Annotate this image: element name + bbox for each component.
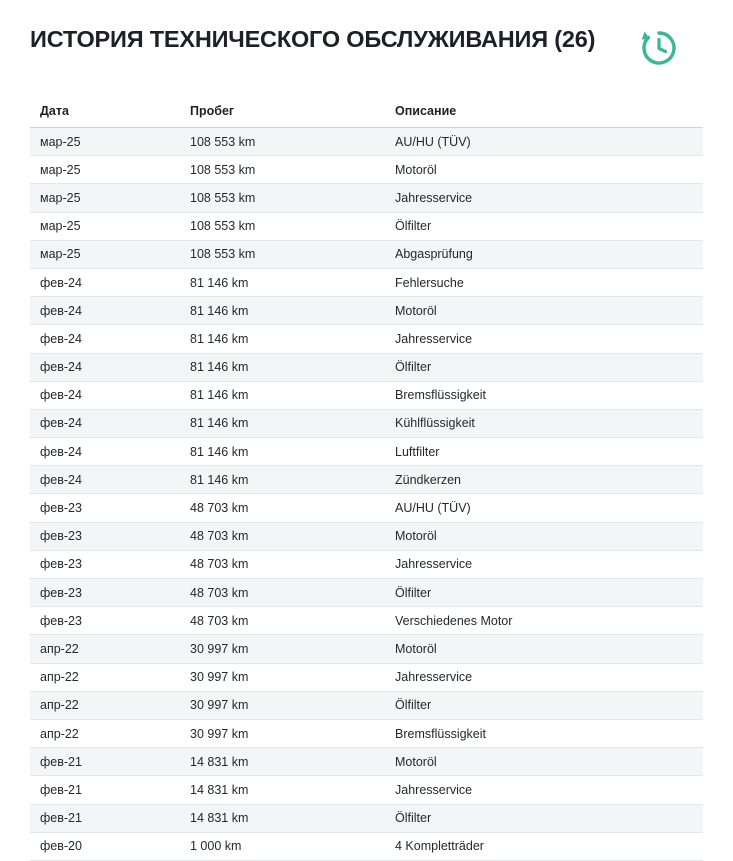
cell-description: Motoröl bbox=[385, 297, 703, 325]
cell-description: Motoröl bbox=[385, 748, 703, 776]
cell-mileage: 81 146 km bbox=[180, 409, 385, 437]
cell-mileage: 81 146 km bbox=[180, 438, 385, 466]
table-row bbox=[30, 156, 703, 184]
cell-description: Jahresservice bbox=[385, 776, 703, 804]
cell-mileage: 14 831 km bbox=[180, 804, 385, 832]
table-row bbox=[30, 184, 703, 212]
cell-date: фев-23 bbox=[30, 522, 180, 550]
table-row bbox=[30, 381, 703, 409]
cell-date: апр-22 bbox=[30, 719, 180, 747]
cell-mileage: 108 553 km bbox=[180, 184, 385, 212]
table-row bbox=[30, 522, 703, 550]
cell-date: мар-25 bbox=[30, 212, 180, 240]
cell-date: фев-24 bbox=[30, 325, 180, 353]
cell-mileage: 48 703 km bbox=[180, 579, 385, 607]
table-row bbox=[30, 466, 703, 494]
column-header-date: Дата bbox=[30, 104, 180, 128]
table-row bbox=[30, 325, 703, 353]
table-row bbox=[30, 438, 703, 466]
cell-mileage: 81 146 km bbox=[180, 325, 385, 353]
cell-mileage: 48 703 km bbox=[180, 607, 385, 635]
cell-date: фев-21 bbox=[30, 748, 180, 776]
cell-mileage: 108 553 km bbox=[180, 240, 385, 268]
cell-date: фев-24 bbox=[30, 268, 180, 296]
cell-mileage: 30 997 km bbox=[180, 663, 385, 691]
cell-date: фев-24 bbox=[30, 353, 180, 381]
cell-mileage: 81 146 km bbox=[180, 353, 385, 381]
cell-description: Verschiedenes Motor bbox=[385, 607, 703, 635]
cell-date: мар-25 bbox=[30, 156, 180, 184]
cell-description: Bremsflüssigkeit bbox=[385, 381, 703, 409]
table-row bbox=[30, 353, 703, 381]
cell-description: Motoröl bbox=[385, 156, 703, 184]
cell-mileage: 81 146 km bbox=[180, 381, 385, 409]
cell-description: Ölfilter bbox=[385, 579, 703, 607]
cell-description: Ölfilter bbox=[385, 212, 703, 240]
table-row bbox=[30, 832, 703, 860]
table-row bbox=[30, 297, 703, 325]
page-title: ИСТОРИЯ ТЕХНИЧЕСКОГО ОБСЛУЖИВАНИЯ (26) bbox=[30, 26, 596, 52]
table-header-row bbox=[30, 104, 703, 128]
table-row bbox=[30, 268, 703, 296]
cell-mileage: 14 831 km bbox=[180, 776, 385, 804]
cell-mileage: 108 553 km bbox=[180, 212, 385, 240]
cell-mileage: 30 997 km bbox=[180, 635, 385, 663]
column-header-mileage: Пробег bbox=[180, 104, 385, 128]
cell-date: мар-25 bbox=[30, 184, 180, 212]
table-row bbox=[30, 776, 703, 804]
cell-date: фев-23 bbox=[30, 579, 180, 607]
table-row bbox=[30, 212, 703, 240]
cell-mileage: 14 831 km bbox=[180, 748, 385, 776]
cell-mileage: 81 146 km bbox=[180, 466, 385, 494]
cell-date: фев-20 bbox=[30, 832, 180, 860]
cell-date: фев-21 bbox=[30, 804, 180, 832]
cell-description: Ölfilter bbox=[385, 353, 703, 381]
cell-date: фев-24 bbox=[30, 438, 180, 466]
cell-description: Jahresservice bbox=[385, 184, 703, 212]
cell-description: Jahresservice bbox=[385, 550, 703, 578]
cell-date: апр-22 bbox=[30, 691, 180, 719]
cell-date: фев-23 bbox=[30, 550, 180, 578]
cell-description: Bremsflüssigkeit bbox=[385, 719, 703, 747]
cell-description: Kühlflüssigkeit bbox=[385, 409, 703, 437]
cell-date: фев-23 bbox=[30, 494, 180, 522]
table-body bbox=[30, 128, 703, 861]
cell-date: фев-24 bbox=[30, 466, 180, 494]
cell-mileage: 48 703 km bbox=[180, 494, 385, 522]
cell-date: мар-25 bbox=[30, 128, 180, 156]
cell-date: фев-24 bbox=[30, 409, 180, 437]
table-row bbox=[30, 748, 703, 776]
cell-mileage: 48 703 km bbox=[180, 550, 385, 578]
table-row bbox=[30, 550, 703, 578]
table-row bbox=[30, 691, 703, 719]
cell-date: фев-24 bbox=[30, 381, 180, 409]
table-row bbox=[30, 719, 703, 747]
cell-description: Motoröl bbox=[385, 635, 703, 663]
cell-date: апр-22 bbox=[30, 635, 180, 663]
cell-description: Ölfilter bbox=[385, 804, 703, 832]
table-row bbox=[30, 128, 703, 156]
cell-description: Fehlersuche bbox=[385, 268, 703, 296]
history-clock-icon bbox=[639, 28, 679, 68]
cell-description: Jahresservice bbox=[385, 663, 703, 691]
cell-description: 4 Kompletträder bbox=[385, 832, 703, 860]
cell-date: фев-23 bbox=[30, 607, 180, 635]
cell-description: Abgasprüfung bbox=[385, 240, 703, 268]
table-row bbox=[30, 579, 703, 607]
cell-date: фев-24 bbox=[30, 297, 180, 325]
table-row bbox=[30, 635, 703, 663]
cell-date: фев-21 bbox=[30, 776, 180, 804]
cell-mileage: 30 997 km bbox=[180, 719, 385, 747]
cell-description: Jahresservice bbox=[385, 325, 703, 353]
maintenance-history-table bbox=[30, 104, 703, 861]
cell-description: AU/HU (TÜV) bbox=[385, 128, 703, 156]
table-row bbox=[30, 409, 703, 437]
table-row bbox=[30, 607, 703, 635]
cell-mileage: 30 997 km bbox=[180, 691, 385, 719]
cell-description: Ölfilter bbox=[385, 691, 703, 719]
cell-description: Luftfilter bbox=[385, 438, 703, 466]
table-row bbox=[30, 240, 703, 268]
cell-date: апр-22 bbox=[30, 663, 180, 691]
cell-mileage: 108 553 km bbox=[180, 156, 385, 184]
cell-date: мар-25 bbox=[30, 240, 180, 268]
page-header bbox=[30, 0, 703, 78]
cell-mileage: 81 146 km bbox=[180, 297, 385, 325]
cell-mileage: 1 000 km bbox=[180, 832, 385, 860]
cell-description: Motoröl bbox=[385, 522, 703, 550]
cell-mileage: 81 146 km bbox=[180, 268, 385, 296]
table-row bbox=[30, 494, 703, 522]
cell-description: Zündkerzen bbox=[385, 466, 703, 494]
table-row bbox=[30, 804, 703, 832]
cell-mileage: 48 703 km bbox=[180, 522, 385, 550]
table-row bbox=[30, 663, 703, 691]
cell-mileage: 108 553 km bbox=[180, 128, 385, 156]
column-header-description: Описание bbox=[385, 104, 703, 128]
cell-description: AU/HU (TÜV) bbox=[385, 494, 703, 522]
